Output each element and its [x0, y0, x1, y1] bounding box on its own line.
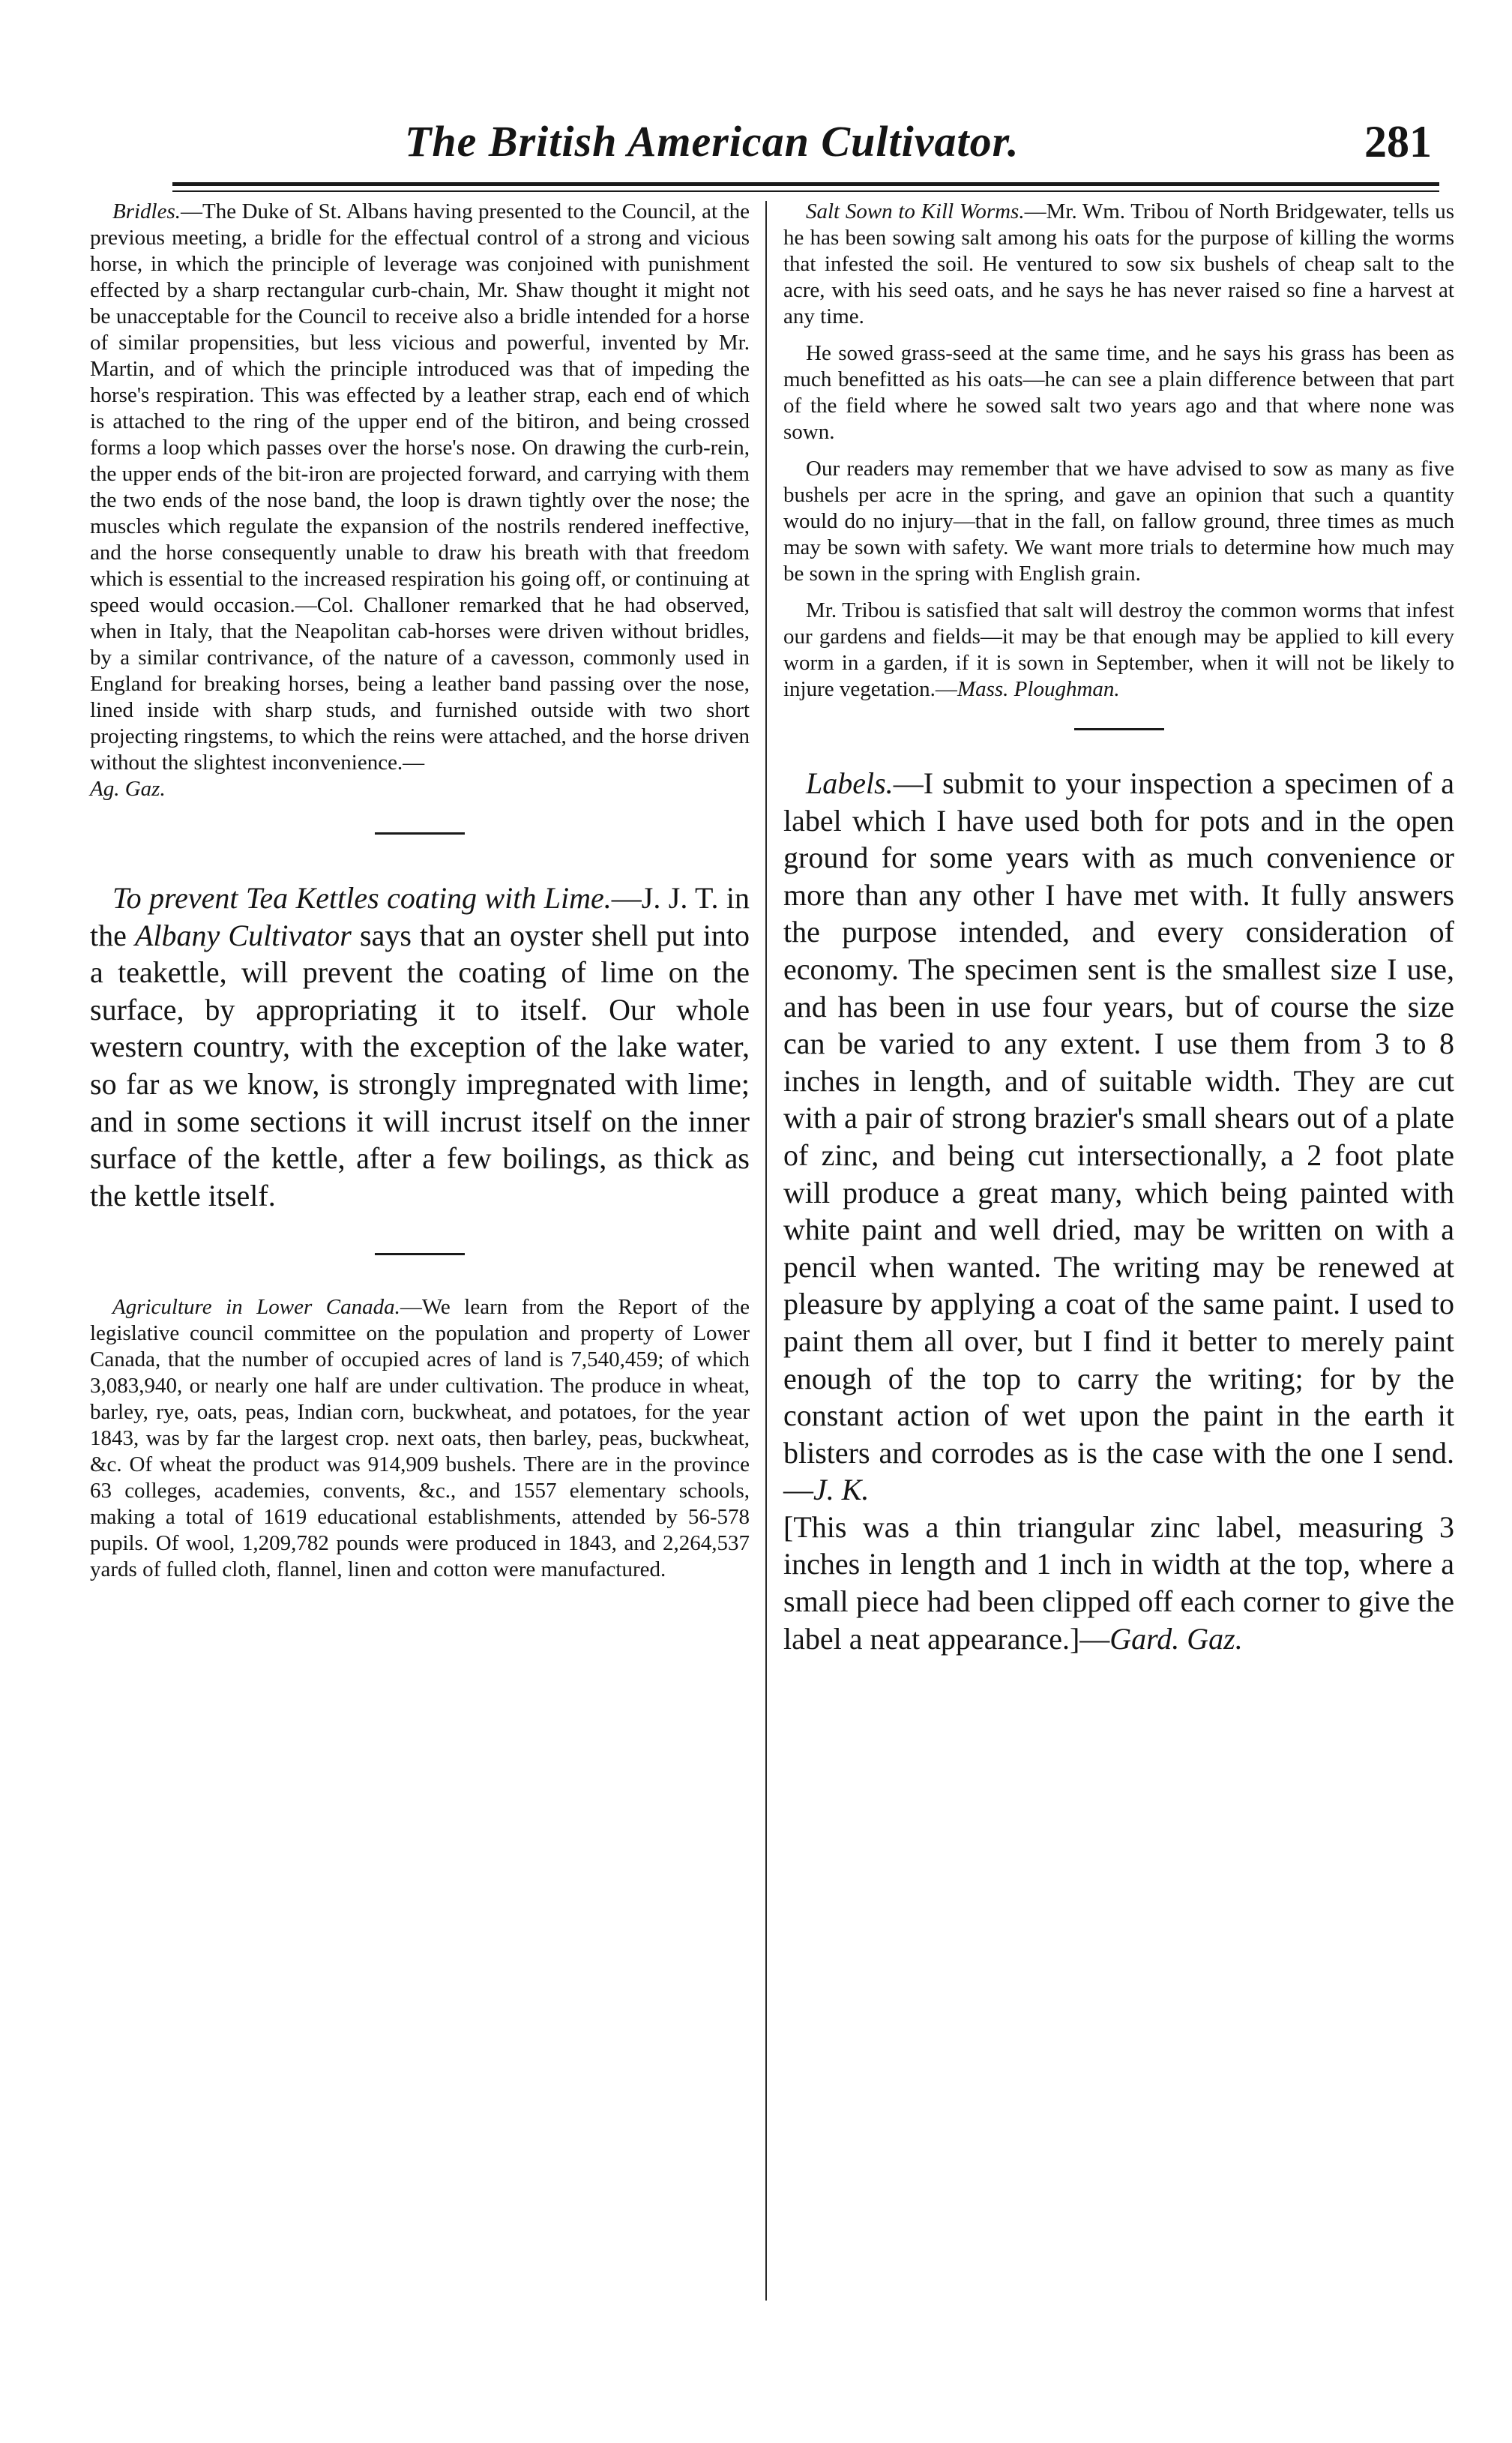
header-rule-thin	[172, 190, 1439, 192]
right-column	[783, 199, 1454, 1657]
article-body: Mr. Tribou is satisfied that salt will destroy the common worms that infest our gardens and fields—it may be that enough may be applied to kill every worm in a garden, if it is sown in September, when it will not be likely to injure vegetation.—	[783, 598, 1454, 701]
article-heading: Salt Sown to Kill Worms.	[806, 199, 1025, 223]
article-body: —We learn from the Report of the legislative council committee on the population and property of Lower Canada, that the number of occupied acres of land is 7,540,459; of which 3,083,940, or nearly one half are under cultivation. The produce in wheat, barley, rye, oats, peas, Indian corn, buckwheat, and potatoes, for the year 1843, was by far the largest crop. next oats, then barley, peas, buckwheat, &c. Of wheat the product was 914,909 bushels. There are in the province 63 colleges, academies, convents, &c., and 1557 elementary schools, making a total of 1619 educational establishments, attended by 56-578 pupils. Of wool, 1,209,782 pounds were produced in 1843, and 2,264,537 yards of fulled cloth, flannel, linen and cotton were manufactured.	[90, 1295, 750, 1582]
article-body: —I submit to your inspection a specimen of a label which I have used both for pots and in the open ground for some years with as much convenience or more than any other I have met with. It fully answers the purpose intended, and every consideration of economy. The specimen sent is the smallest size I use, and has been in use four years, but of course the size can be varied to any extent. I use them from 3 to 8 inches in length, and of suitable width. They are cut with a pair of strong brazier's small shears out of a plate of zinc, and being cut intersectionally, a 2 foot plate will produce a great many, which being painted with white paint and well dried, may be written on with a pencil when wanted. The writing may be renewed at pleasure by applying a coat of the same paint. I used to paint them all over, but I find it better to merely paint enough of the top to carry the writing; for by the constant action of wet upon the paint in the earth it blisters and corrodes as is the case with the one I send.—	[783, 766, 1454, 1507]
article-body: —Mr. Wm. Tribou of North Bridgewater, tells us he has been sowing salt among his oats for the purpose of killing the worms that infested the soil. He ventured to sow six bushels of cheap salt to the acre, with his seed oats, and he says he has never raised so fine a harvest at any time.	[783, 199, 1455, 328]
article-heading: Agriculture in Lower Canada.	[112, 1295, 400, 1320]
article-salt-p3: Our readers may remember that we have advised to sow as many as five bushels per acre in the spring, and gave an opinion that such a quantity would do no injury—that in the fall, on fallow ground, three times as much may be sown with safety. We want more trials to determine how much may be sown in the spring with English grain.	[783, 457, 1454, 586]
article-source: Gard. Gaz.	[1109, 1621, 1243, 1656]
article-body: says that an oyster shell put into a teakettle, will prevent the coating of lime on the surface, by appropriating it to itself. Our whole western country, with the exception of the lake water, so far as we know, is strongly impregnated with lime; and in some sections it will incrust itself on the inner surface of the kettle, after a few boilings, as thick as the kettle itself.	[90, 918, 750, 1213]
article-source: Ag. Gaz.	[90, 777, 166, 801]
editor-note: [This was a thin triangular zinc label, measuring 3 inches in length and 1 inch in width at the top, where a small piece had been clipped off each corner to give the label a neat appearance.]—	[783, 1509, 1454, 1656]
article-salt-p4	[783, 598, 1454, 703]
article-body: —The Duke of St. Albans having presented to the Council, at the previous meeting, a bridle for the effectual control of a strong and vicious horse, in which the principle of leverage was conjoined with punishment effected by a sharp rectangular curb-chain, Mr. Shaw thought it might not be unacceptable for the Council to receive also a bridle intended for a horse of similar propensities, but less vicious and powerful, invented by Mr. Martin, and of which the principle introduced was that of impeding the horse's respiration. This was effected by a leather strap, each end of which is attached to the ring of the upper end of the bitiron, and being crossed forms a loop which passes over the horse's nose. On drawing the curb-rein, the upper ends of the bit-iron are projected forward, and carrying with them the two ends of the nose band, the loop is drawn tightly over the nose; the muscles which regulate the expansion of the nostrils rendered ineffective, and the horse consequently unable to draw his breath with that freedom which is essential to the increased respiration his going off, or continuing at speed would occasion.—Col. Challoner remarked that he had observed, when in Italy, that the Neapolitan cab-horses were driven without bridles, by a similar contrivance, of the nature of a cavesson, commonly used in England for breaking horses, being a leather band passing over the nose, lined inside with sharp studs, and furnished outside with two short projecting ringstems, to which the reins were attached, and the horse driven without the slightest inconvenience.—	[90, 199, 750, 775]
left-column	[90, 199, 750, 1583]
article-heading: Bridles.	[112, 199, 181, 223]
running-head	[172, 116, 1447, 176]
section-separator	[375, 1253, 465, 1255]
article-agriculture	[90, 1294, 750, 1583]
section-separator	[1074, 728, 1164, 730]
column-divider	[765, 201, 767, 2301]
page-number: 281	[1364, 117, 1432, 166]
article-heading: To prevent Tea Kettles coating with Lime.	[112, 881, 612, 915]
article-salt-p2: He sowed grass-seed at the same time, and he says his grass has been as much benefitted as his oats—he can see a plain difference between that part of the field where he sowed salt two years ago and that where none was sown.	[783, 341, 1454, 444]
article-tea-kettles	[90, 880, 750, 1214]
article-author: —J. J. T. in the	[90, 881, 750, 952]
journal-title: The British American Cultivator.	[405, 117, 1019, 166]
article-signature: J. K.	[813, 1473, 870, 1507]
article-source: Mass. Ploughman.	[957, 677, 1120, 701]
article-bridles	[90, 199, 750, 802]
publication-name: Albany Cultivator	[135, 918, 352, 952]
article-heading: Labels.	[806, 766, 894, 800]
article-salt-p1	[783, 199, 1454, 330]
article-labels	[783, 765, 1454, 1657]
section-separator	[375, 832, 465, 835]
header-rule-thick	[172, 182, 1439, 186]
